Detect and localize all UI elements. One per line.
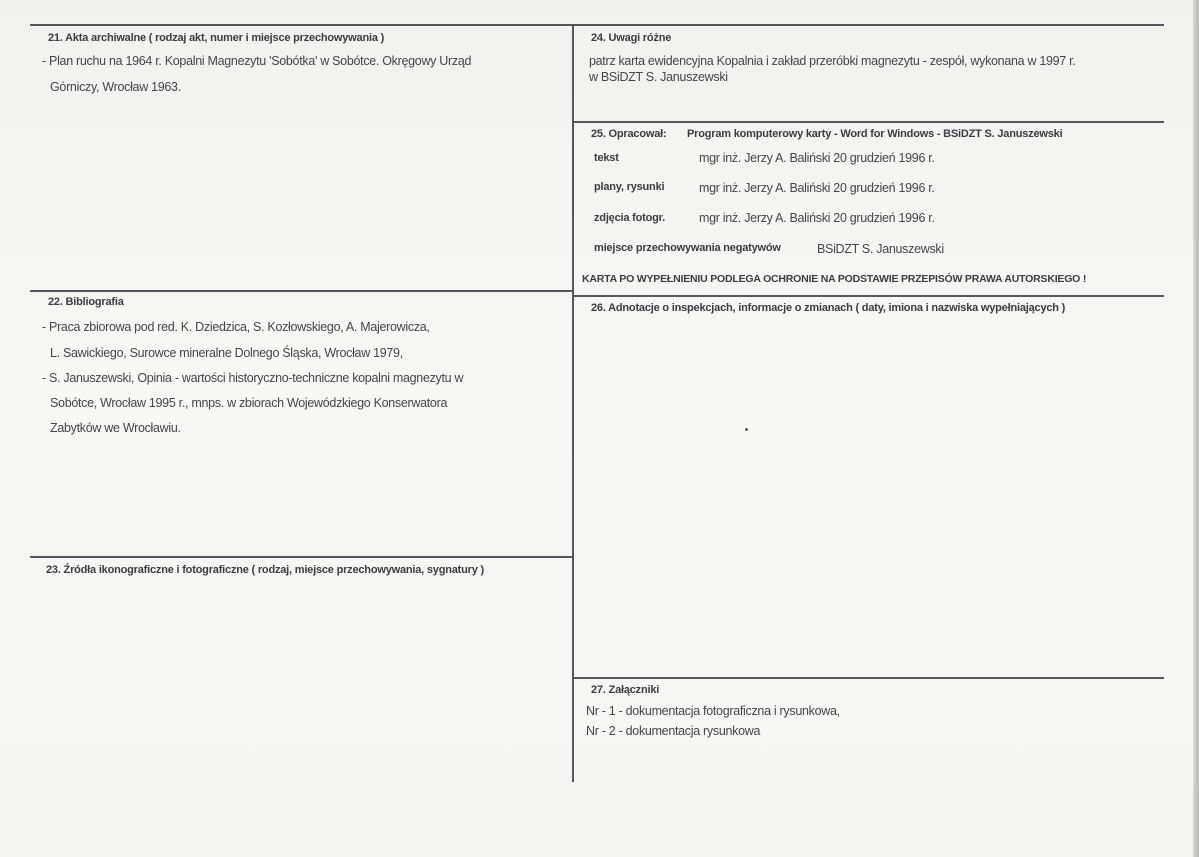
section-21-header: 21. Akta archiwalne ( rodzaj akt, numer i miejsce przechowywania ): [48, 32, 385, 44]
copyright-notice: KARTA PO WYPEŁNIENIU PODLEGA OCHRONIE NA PODSTAWIE PRZEPISÓW PRAWA AUTORSKIEGO !: [582, 273, 1087, 285]
section-22-header: 22. Bibliografia: [48, 296, 124, 308]
negatives-label: miejsce przechowywania negatywów: [594, 242, 781, 254]
section-21-line-2: Górniczy, Wrocław 1963.: [50, 80, 181, 94]
rule-26: [573, 295, 1164, 297]
section-24-line-2: w BSiDZT S. Januszewski: [589, 70, 728, 84]
section-26-header: 26. Adnotacje o inspekcjach, informacje o zmianach ( daty, imiona i nazwiska wypełniających ): [591, 302, 1066, 314]
section-22-line-4: Sobótce, Wrocław 1995 r., mnps. w zbiorach Wojewódzkiego Konserwatora: [50, 396, 448, 410]
section-22-line-5: Zabytków we Wrocławiu.: [50, 421, 181, 435]
stray-dot: [745, 428, 748, 431]
section-27-line-2: Nr - 2 - dokumentacja rysunkowa: [586, 724, 761, 738]
row-label-plany: plany, rysunki: [594, 181, 665, 193]
section-21-line-1: - Plan ruchu na 1964 r. Kopalni Magnezytu 'Sobótka' w Sobótce. Okręgowy Urząd: [42, 54, 472, 68]
rule-23: [30, 556, 573, 558]
rule-27: [573, 677, 1164, 679]
row-label-tekst: tekst: [594, 152, 619, 164]
center-divider: [572, 24, 574, 782]
rule-22: [30, 290, 573, 292]
section-23-header: 23. Źródła ikonograficzne i fotograficzne ( rodzaj, miejsce przechowywania, sygnatury ): [46, 564, 484, 576]
section-25-program: Program komputerowy karty - Word for Windows - BSiDZT S. Januszewski: [687, 128, 1063, 140]
negatives-value: BSiDZT S. Januszewski: [817, 242, 944, 256]
section-24-line-1: patrz karta ewidencyjna Kopalnia i zakład przeróbki magnezytu - zespół, wykonana w 1997 r.: [589, 54, 1076, 68]
top-rule: [30, 24, 1164, 26]
section-22-line-1: - Praca zbiorowa pod red. K. Dziedzica, S. Kozłowskiego, A. Majerowicza,: [42, 320, 430, 334]
section-24-header: 24. Uwagi różne: [591, 32, 672, 44]
card-edge: [1193, 0, 1199, 857]
section-27-header: 27. Załączniki: [591, 684, 660, 696]
row-value-tekst: mgr inż. Jerzy A. Baliński 20 grudzień 1996 r.: [699, 151, 935, 165]
section-25-header: 25. Opracował:: [591, 128, 667, 140]
row-label-zdjecia: zdjęcia fotogr.: [594, 212, 665, 224]
row-value-zdjecia: mgr inż. Jerzy A. Baliński 20 grudzień 1996 r.: [699, 211, 935, 225]
section-22-line-3: - S. Januszewski, Opinia - wartości historyczno-techniczne kopalni magnezytu w: [42, 371, 464, 385]
rule-25: [573, 121, 1164, 123]
section-27-line-1: Nr - 1 - dokumentacja fotograficzna i rysunkowa,: [586, 704, 840, 718]
section-22-line-2: L. Sawickiego, Surowce mineralne Dolnego Śląska, Wrocław 1979,: [50, 346, 403, 360]
row-value-plany: mgr inż. Jerzy A. Baliński 20 grudzień 1996 r.: [699, 181, 935, 195]
